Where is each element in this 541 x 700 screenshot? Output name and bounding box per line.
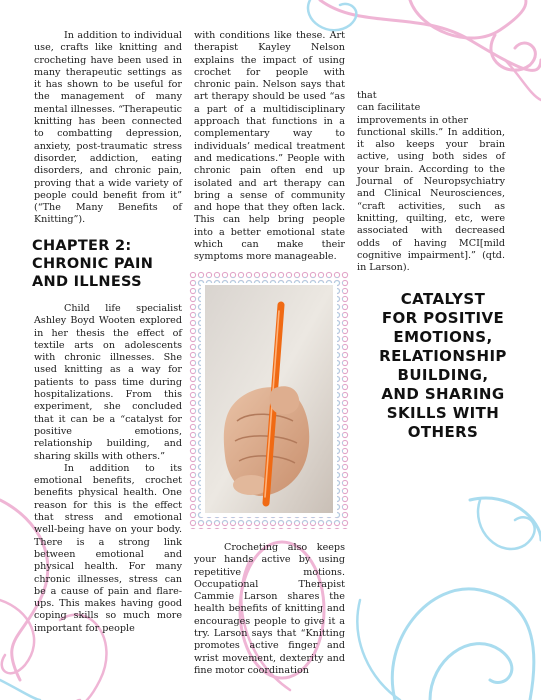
pull-quote-line-6: AND SHARING xyxy=(381,385,505,403)
pull-quote-line-3: EMOTIONS, xyxy=(393,328,493,346)
chapter-heading xyxy=(32,237,192,291)
chapter-heading-line-2: CHRONIC PAIN AND ILLNESS xyxy=(32,256,154,290)
pull-quote-line-2: FOR POSITIVE xyxy=(381,309,505,327)
wooten-paragraph: Child life specialist Ashley Boyd Wooten explored in her thesis the effect of textile arts on adolescents with chronic illnesses. She used knitting as a way for patients to pass time during hospitalizations. From this experiment, she concluded that it can be a “catalyst for positive emotions, relationship building, and sharing skills with others.” xyxy=(34,303,182,462)
middle-column-top xyxy=(194,30,345,264)
left-column-body xyxy=(34,303,182,635)
intro-paragraph: In addition to individual use, crafts like knitting and crocheting have been used in many therapeutic settings as it has shown to be useful for the management of many mental illnesses. “Therapeutic knitting has been connected to combatting depression, anxiety, post-traumatic stress disorder, addiction, eating disorders, and chronic pain, proving that a wide variety of people could benefit from it” (“The Many Benefits of Knitting”). xyxy=(34,30,183,226)
chapter-heading-line-1: CHAPTER 2: xyxy=(32,238,132,254)
physical-health-paragraph: In addition to its emotional benefits, crochet benefits physical health. One reason for this is the effect that stress and emotional well-being have on your body. There is a strong link between emotional and physical health. For many chronic illnesses, stress can be a cause of pain and flare-ups. This makes having good coping skills so much more important for people xyxy=(34,462,182,634)
photo-frame xyxy=(189,271,349,529)
pull-quote-line-4: RELATIONSHIP xyxy=(379,347,507,365)
pull-quote-line-8: OTHERS xyxy=(407,423,479,441)
right-text-line-2: can facilitate xyxy=(357,102,421,114)
pull-quote-line-1: CATALYST xyxy=(400,290,486,308)
middle-column-bottom xyxy=(194,542,345,677)
right-column xyxy=(357,90,505,274)
crochet-photo xyxy=(189,271,349,529)
nelson-paragraph: with conditions like these. Art therapist Kayley Nelson explains the impact of using crochet for people with chronic pain. Nelson says that art therapy should be used “as a part of a multidisciplinary approach that functions in a complementary way to individuals’ medical treatment and medications.” People with chronic pain often end up isolated and art therapy can bring a sense of community and hope that they often lack. This can help bring people into a better emotional state which can make their symptoms more manageable. xyxy=(194,30,345,263)
right-text-line-1: that xyxy=(357,90,377,101)
left-column xyxy=(34,30,182,227)
pull-quote-line-5: BUILDING, xyxy=(397,366,489,384)
right-text-paragraph: functional skills.” In addition, it also keeps your brain active, using both sides of your brain. According to the Journal of Neuropsychiatry and Clinical Neurosciences, “craft activities, such as knitting, quilting, etc, were associated with decreased odds of having MCI[mild cognitive impairment].” (qtd. in Larson). xyxy=(357,126,505,274)
right-text-line-3: improvements in other xyxy=(357,114,468,126)
larson-paragraph: Crocheting also keeps your hands active by using repetitive motions. Occupational Therapist Cammie Larson shares the health benefits of knitting and encourages people to give it a try. Larson says that “Knitting promotes active finger and wrist movement, dexterity and fine motor coordination xyxy=(194,542,345,676)
pull-quote xyxy=(368,290,518,442)
pull-quote-line-7: SKILLS WITH xyxy=(386,404,500,422)
